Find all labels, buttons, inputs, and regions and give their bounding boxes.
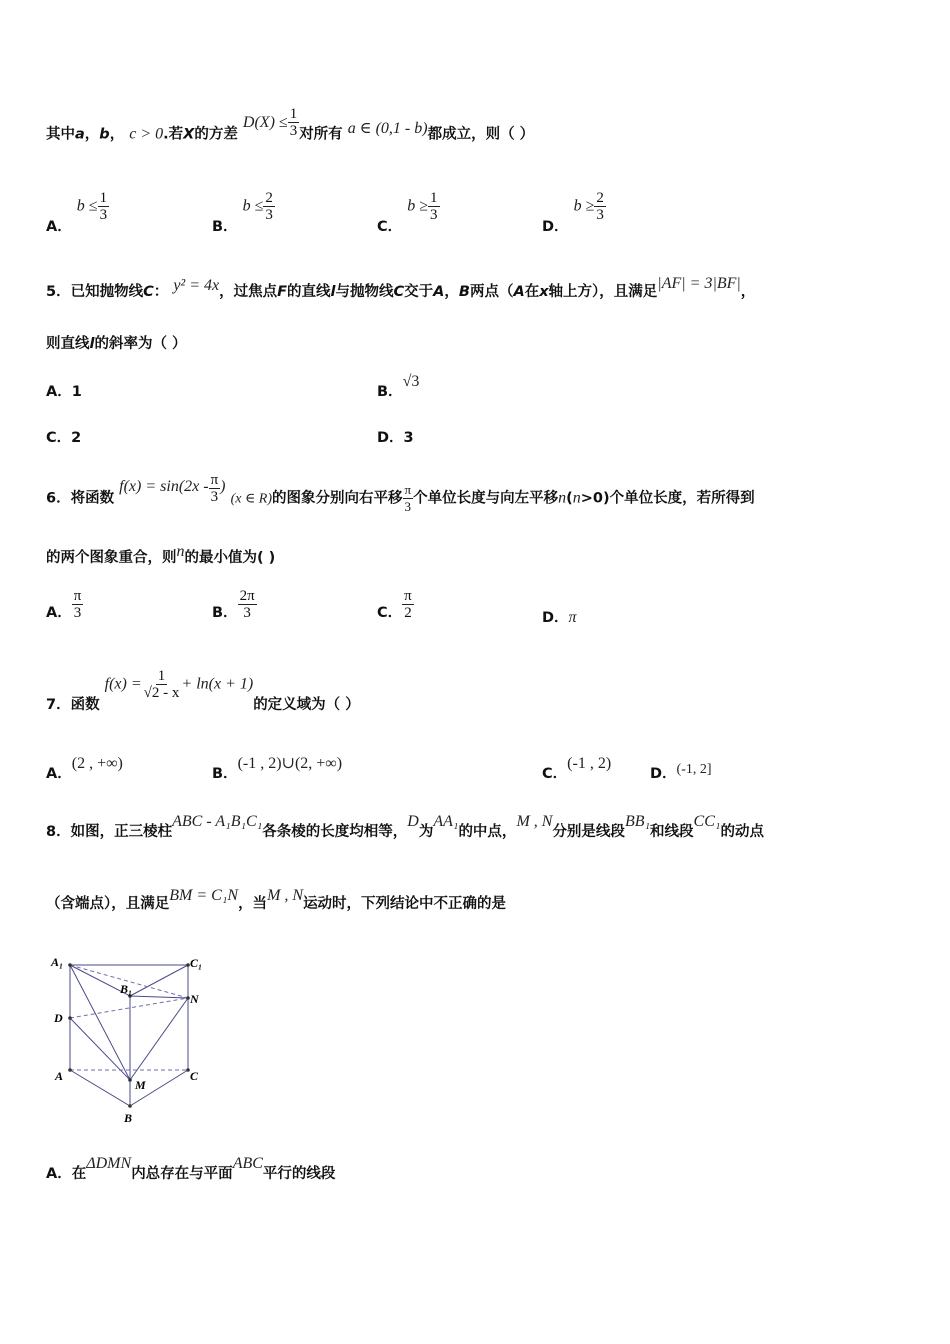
q5-text: ： bbox=[153, 284, 169, 300]
q6-option-d[interactable] bbox=[542, 606, 577, 627]
q5-option-a[interactable] bbox=[46, 380, 82, 401]
q4-text: 对所有 bbox=[299, 126, 343, 143]
q8-stem-line2 bbox=[46, 884, 507, 912]
q6-option-b[interactable] bbox=[212, 588, 257, 621]
q5-text: ， bbox=[444, 284, 459, 300]
math-CC1: CC₁ bbox=[693, 813, 721, 830]
math-domain: (x ∈ R) bbox=[230, 491, 273, 507]
label-M: M bbox=[135, 1078, 146, 1092]
point-D bbox=[68, 1016, 72, 1020]
var-l: l bbox=[89, 336, 95, 352]
q6-text: 的图象分别向右平移 bbox=[272, 490, 403, 507]
q5-option-d[interactable] bbox=[377, 426, 414, 447]
q6-stem-line2 bbox=[46, 543, 276, 567]
option-fraction bbox=[428, 190, 440, 223]
q4-stem: 其中a，b， c > 0.若X的方差 D(X) ≤ $\frac{1}{3}$ 对所有 a ∈ (0,1 - b)都成立，则（ ） bbox=[46, 106, 535, 143]
math-condition: |AF| = 3|BF| bbox=[657, 275, 741, 292]
q8-text: 8．如图，正三棱柱 bbox=[46, 824, 173, 840]
var-A: A bbox=[433, 284, 445, 300]
q8-text: 的动点 bbox=[720, 824, 764, 840]
frac-den: 3 bbox=[73, 605, 82, 621]
fraction-pi-third bbox=[209, 472, 221, 505]
option-fraction bbox=[98, 190, 110, 223]
option-label: C． bbox=[377, 218, 403, 235]
math-prism: ABC - A₁B₁C₁ bbox=[172, 813, 263, 830]
q4-option-a[interactable] bbox=[46, 190, 109, 235]
frac-den: 3 bbox=[430, 207, 438, 223]
math-MN: M , N bbox=[516, 813, 553, 830]
q7-text: 7．函数 bbox=[46, 696, 100, 713]
option-value: (2 , +∞) bbox=[71, 755, 123, 772]
math-plane: ABC bbox=[232, 1155, 263, 1172]
math-paren: ) bbox=[220, 477, 226, 495]
option-value: 1 bbox=[71, 384, 82, 400]
frac-den: 3 bbox=[404, 499, 412, 514]
var-b: b bbox=[99, 126, 110, 143]
math-MN: M , N bbox=[267, 887, 304, 904]
frac-num: π bbox=[73, 588, 82, 604]
q8-text: 各条棱的长度均相等， bbox=[262, 824, 408, 840]
frac-den: 3 bbox=[265, 207, 273, 223]
frac-den: 3 bbox=[99, 207, 108, 223]
option-fraction bbox=[238, 588, 257, 621]
label-B1: B₁ bbox=[120, 982, 133, 996]
q7-stem bbox=[46, 668, 360, 713]
option-text: 内总存在与平面 bbox=[131, 1166, 233, 1182]
var-X: X bbox=[183, 126, 195, 143]
option-label: A． bbox=[46, 218, 72, 235]
frac-num: 1 bbox=[157, 668, 166, 684]
option-math: b ≥ bbox=[407, 197, 428, 215]
frac-num: 1 bbox=[99, 190, 108, 206]
var-a: a bbox=[75, 126, 85, 143]
option-fraction bbox=[402, 588, 414, 621]
q8-option-a[interactable] bbox=[46, 1152, 336, 1182]
label-D: D bbox=[54, 1011, 63, 1025]
option-label: B． bbox=[377, 384, 403, 400]
q8-text: 为 bbox=[418, 824, 434, 840]
var-C: C bbox=[143, 284, 154, 300]
option-value: 3 bbox=[403, 430, 414, 446]
frac-num: 2 bbox=[596, 190, 604, 206]
q6-text: >0)个单位长度，若所得到 bbox=[580, 490, 755, 507]
q6-option-c[interactable] bbox=[377, 588, 414, 621]
label-C1: C₁ bbox=[190, 956, 203, 970]
q6-stem-line1 bbox=[46, 472, 755, 515]
math-parabola: y² = 4x bbox=[173, 277, 220, 294]
point-A1 bbox=[68, 963, 72, 967]
q8-text: 和线段 bbox=[650, 824, 694, 840]
math-function: f(x) = sin(2x - bbox=[119, 477, 209, 495]
edge-B1-C1 bbox=[130, 965, 188, 996]
option-label: B． bbox=[212, 218, 238, 235]
option-value: √3 bbox=[402, 373, 420, 390]
q7-option-b[interactable] bbox=[212, 752, 343, 782]
q4-option-d[interactable] bbox=[542, 190, 606, 235]
q8-text: 分别是线段 bbox=[552, 824, 625, 840]
q5-text: 的直线 bbox=[287, 284, 331, 300]
label-C: C bbox=[190, 1069, 199, 1083]
frac-den: 3 bbox=[243, 605, 251, 621]
q5-text: 交于 bbox=[404, 284, 434, 300]
option-math: b ≤ bbox=[242, 197, 264, 215]
q8-stem-line1 bbox=[46, 810, 764, 840]
frac-num: 1 bbox=[289, 106, 298, 122]
option-label: D． bbox=[542, 610, 569, 626]
q5-text: ，过焦点 bbox=[219, 284, 278, 300]
q6-text: 6．将函数 bbox=[46, 490, 115, 507]
frac-den: 3 bbox=[210, 489, 219, 505]
option-math: b ≤ bbox=[76, 197, 98, 215]
q4-option-b[interactable] bbox=[212, 190, 275, 235]
frac-num: 2 bbox=[265, 190, 273, 206]
option-label: B． bbox=[212, 766, 238, 782]
fraction-function bbox=[142, 668, 182, 701]
q6-text: 个单位长度与向左平移 bbox=[413, 490, 559, 507]
var-B: B bbox=[458, 284, 470, 300]
q6-option-a[interactable] bbox=[46, 588, 83, 621]
q7-option-d[interactable] bbox=[650, 757, 712, 782]
seg-M-N bbox=[130, 998, 188, 1080]
option-value: (-1 , 2) bbox=[567, 755, 612, 772]
option-label: A． bbox=[46, 766, 72, 782]
option-label: C． bbox=[377, 604, 403, 621]
math-condition: BM = C₁N bbox=[169, 887, 239, 904]
option-label: C． bbox=[542, 766, 568, 782]
math-function: f(x) = bbox=[104, 675, 142, 693]
label-B: B bbox=[124, 1111, 133, 1125]
frac-den: 3 bbox=[289, 123, 298, 139]
q5-text: 两点（ bbox=[469, 284, 514, 300]
math-a-range: a ∈ (0,1 - b) bbox=[347, 119, 428, 137]
hidden-D-N bbox=[70, 998, 188, 1018]
var-n: n bbox=[572, 489, 581, 507]
point-M bbox=[128, 1078, 132, 1082]
option-fraction bbox=[594, 190, 606, 223]
option-text: 平行的线段 bbox=[262, 1166, 336, 1182]
q8-text: ，当 bbox=[238, 896, 268, 912]
seg-D-M bbox=[70, 1018, 130, 1080]
q4-text: 都成立，则（ ） bbox=[427, 126, 535, 143]
option-label: D． bbox=[650, 766, 677, 782]
prism-figure bbox=[40, 948, 220, 1128]
var-F: F bbox=[277, 284, 288, 300]
var-n: n bbox=[176, 543, 185, 560]
q6-text: 的两个图象重合，则 bbox=[46, 550, 177, 566]
frac-num: π bbox=[404, 482, 412, 497]
q5-stem-line2 bbox=[46, 332, 187, 353]
option-math: b ≥ bbox=[573, 197, 595, 215]
q5-text: 在 bbox=[524, 284, 540, 300]
q8-text: 运动时，下列结论中不正确的是 bbox=[303, 896, 507, 912]
q5-text: 则直线 bbox=[46, 336, 90, 352]
frac-den: 3 bbox=[596, 207, 604, 223]
q5-text: 轴上方），且满足 bbox=[548, 284, 658, 300]
q7-text: 的定义域为（ ） bbox=[253, 696, 360, 713]
option-value: (-1, 2] bbox=[676, 762, 712, 777]
option-label: A． bbox=[46, 604, 72, 621]
q4-text: 其中 bbox=[46, 126, 75, 143]
var-x: x bbox=[539, 284, 549, 300]
fraction-one-third bbox=[288, 106, 300, 139]
q6-text: ( bbox=[566, 490, 573, 507]
fraction-shift bbox=[403, 482, 414, 515]
frac-num: π bbox=[210, 472, 219, 488]
option-value: π bbox=[568, 609, 577, 626]
label-A1: A₁ bbox=[51, 955, 64, 969]
option-value: 2 bbox=[71, 430, 82, 446]
math-variance: D(X) ≤ bbox=[242, 113, 288, 131]
option-label: D． bbox=[542, 218, 569, 235]
q5-text: 的斜率为（ ） bbox=[94, 336, 187, 352]
var-A: A bbox=[513, 284, 525, 300]
var-l: l bbox=[330, 284, 336, 300]
option-fraction bbox=[72, 588, 84, 621]
frac-den: √2 - x bbox=[143, 685, 180, 701]
q7-option-c[interactable] bbox=[542, 752, 612, 782]
point-B bbox=[128, 1104, 132, 1108]
option-label: D． bbox=[377, 430, 404, 446]
label-A: A bbox=[55, 1069, 64, 1083]
label-N: N bbox=[190, 992, 199, 1006]
q5-option-c[interactable] bbox=[46, 426, 81, 447]
var-n: n bbox=[558, 489, 567, 507]
q5-text: 5．已知抛物线 bbox=[46, 284, 144, 300]
q5-stem-line1 bbox=[46, 275, 756, 301]
option-label: B． bbox=[212, 604, 238, 621]
seg-B1-N bbox=[130, 996, 188, 998]
edge-A-B bbox=[70, 1070, 130, 1106]
math-triangle: ΔDMN bbox=[86, 1155, 132, 1172]
q8-text: （含端点），且满足 bbox=[46, 896, 170, 912]
option-fraction bbox=[263, 190, 275, 223]
math-AA1: AA₁ bbox=[433, 813, 459, 830]
q5-option-b[interactable] bbox=[377, 370, 420, 400]
q4-text: .若 bbox=[163, 126, 184, 143]
option-label: A． bbox=[46, 384, 72, 400]
q5-text: ， bbox=[740, 284, 756, 300]
option-label: A．在 bbox=[46, 1166, 87, 1182]
math-ln: + ln(x + 1) bbox=[181, 675, 254, 693]
q4-text: 的方差 bbox=[194, 126, 238, 143]
var-C: C bbox=[393, 284, 405, 300]
q7-option-a[interactable] bbox=[46, 752, 123, 782]
var-D: D bbox=[407, 813, 419, 830]
option-label: C． bbox=[46, 430, 72, 446]
frac-num: 2π bbox=[239, 588, 255, 604]
frac-num: π bbox=[404, 588, 412, 604]
frac-num: 1 bbox=[430, 190, 438, 206]
math-BB1: BB₁ bbox=[624, 813, 651, 830]
frac-den: 2 bbox=[404, 605, 412, 621]
option-value: (-1 , 2)∪(2, +∞) bbox=[237, 755, 343, 772]
q5-text: 与抛物线 bbox=[335, 284, 394, 300]
math-c-gt-0: c > 0 bbox=[129, 125, 164, 143]
q6-text: 的最小值为( ) bbox=[184, 550, 276, 566]
point-A bbox=[68, 1068, 72, 1072]
q8-text: 的中点， bbox=[458, 824, 517, 840]
q4-option-c[interactable] bbox=[377, 190, 440, 235]
